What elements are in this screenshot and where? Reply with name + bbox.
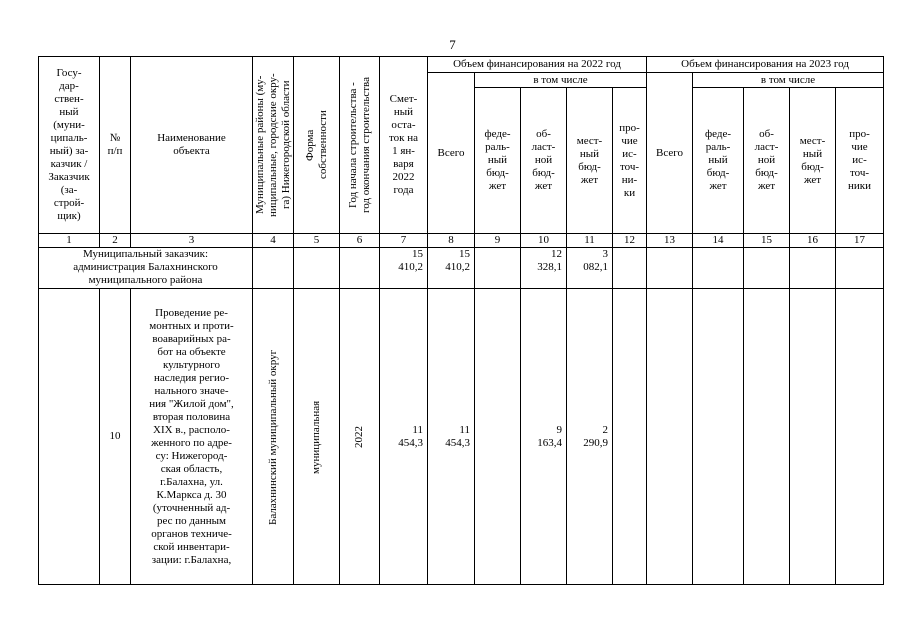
col-number: 12 (613, 234, 647, 248)
col-number: 10 (521, 234, 567, 248)
column-number-row (39, 234, 884, 248)
col-number: 3 (131, 234, 253, 248)
header-including-2022: в том числе (475, 73, 647, 88)
empty-cell (613, 289, 647, 585)
col-number: 2 (100, 234, 131, 248)
header-years-cell (340, 57, 380, 234)
municipal-customer-row (39, 248, 884, 289)
header-districts-cell (253, 57, 294, 234)
object-district: Балахнинский муниципальный округ (266, 348, 279, 525)
empty-cell (294, 248, 340, 289)
col-number: 7 (380, 234, 428, 248)
empty-cell (836, 289, 884, 585)
object-years-cell (340, 289, 380, 585)
municipal-estimate: 15 410,2 (380, 248, 428, 289)
empty-cell (475, 289, 521, 585)
col-number: 11 (567, 234, 613, 248)
header-ownership: Форма собственности (303, 110, 329, 180)
empty-cell (647, 289, 693, 585)
col-number: 16 (790, 234, 836, 248)
object-num: 10 (100, 289, 131, 585)
header-num: № п/п (100, 57, 131, 234)
municipal-local-2022: 3 082,1 (567, 248, 613, 289)
col-number: 13 (647, 234, 693, 248)
col-number: 8 (428, 234, 475, 248)
header-object: Наименование объекта (131, 57, 253, 234)
municipal-regional-2022: 12 328,1 (521, 248, 567, 289)
col-number: 17 (836, 234, 884, 248)
header-including-2023: в том числе (693, 73, 884, 88)
col-number: 1 (39, 234, 100, 248)
object-ownership-cell (294, 289, 340, 585)
page-number: 7 (449, 37, 456, 52)
header-years: Год начала строительства - год окончания строительства (346, 77, 372, 213)
header-customer: Госу- дар- ствен- ный (муни- ципаль- ный) за- казчик / Заказчик (за- строй- щик) (39, 57, 100, 234)
col-number: 15 (744, 234, 790, 248)
object-district-cell (253, 289, 294, 585)
col-number: 9 (475, 234, 521, 248)
col-number: 14 (693, 234, 744, 248)
object-name: Проведение ре- монтных и проти- воаварийных ра- бот на объекте культурного наследия регио- нального значе- ния "Жилой дом", вторая половина XIX в., располо- женного по адре- су: Нижегород- ская область, г.Балахна, ул. К.Маркса д. 30 (уточненный ад- рес по данным органов техниче- ской инвентари- зации: г.Балахна, (131, 289, 253, 585)
header-local-2023: мест- ный бюд- жет (790, 88, 836, 234)
empty-cell (475, 248, 521, 289)
empty-cell (253, 248, 294, 289)
object-years: 2022 (353, 425, 365, 448)
object-regional-2022: 9 163,4 (521, 289, 567, 585)
empty-cell (744, 289, 790, 585)
municipal-customer-label: Муниципальный заказчик: администрация Балахнинского муниципального района (39, 248, 253, 289)
empty-cell (790, 248, 836, 289)
header-districts: Муниципальные районы (му- ниципальные, городские окру- га) Нижегородской области (254, 73, 292, 217)
header-federal-2023: феде- раль- ный бюд- жет (693, 88, 744, 234)
empty-cell (744, 248, 790, 289)
header-federal-2022: феде- раль- ный бюд- жет (475, 88, 521, 234)
header-total-2023: Всего (647, 73, 693, 234)
header-row-1 (39, 57, 884, 73)
header-local-2022: мест- ный бюд- жет (567, 88, 613, 234)
empty-cell (340, 248, 380, 289)
object-local-2022: 2 290,9 (567, 289, 613, 585)
empty-cell (693, 289, 744, 585)
object-total-2022: 11 454,3 (428, 289, 475, 585)
header-fin2023: Объем финансирования на 2023 год (647, 57, 884, 73)
header-fin2022: Объем финансирования на 2022 год (428, 57, 647, 73)
col-number: 5 (294, 234, 340, 248)
col-number: 6 (340, 234, 380, 248)
header-regional-2023: об- ласт- ной бюд- жет (744, 88, 790, 234)
col-number: 4 (253, 234, 294, 248)
financing-table (38, 56, 884, 585)
empty-cell (693, 248, 744, 289)
header-other-2023: про- чие ис- точ- ники (836, 88, 884, 234)
header-regional-2022: об- ласт- ной бюд- жет (521, 88, 567, 234)
object-row (39, 289, 884, 585)
header-total-2022: Всего (428, 73, 475, 234)
empty-cell (647, 248, 693, 289)
header-estimate: Смет- ный оста- ток на 1 ян- варя 2022 года (380, 57, 428, 234)
empty-cell (836, 248, 884, 289)
municipal-total-2022: 15 410,2 (428, 248, 475, 289)
empty-cell (39, 289, 100, 585)
header-ownership-cell (294, 57, 340, 234)
object-ownership: муниципальная (310, 399, 322, 474)
object-estimate: 11 454,3 (380, 289, 428, 585)
empty-cell (790, 289, 836, 585)
header-other-2022: про- чие ис- точ- ни- ки (613, 88, 647, 234)
empty-cell (613, 248, 647, 289)
